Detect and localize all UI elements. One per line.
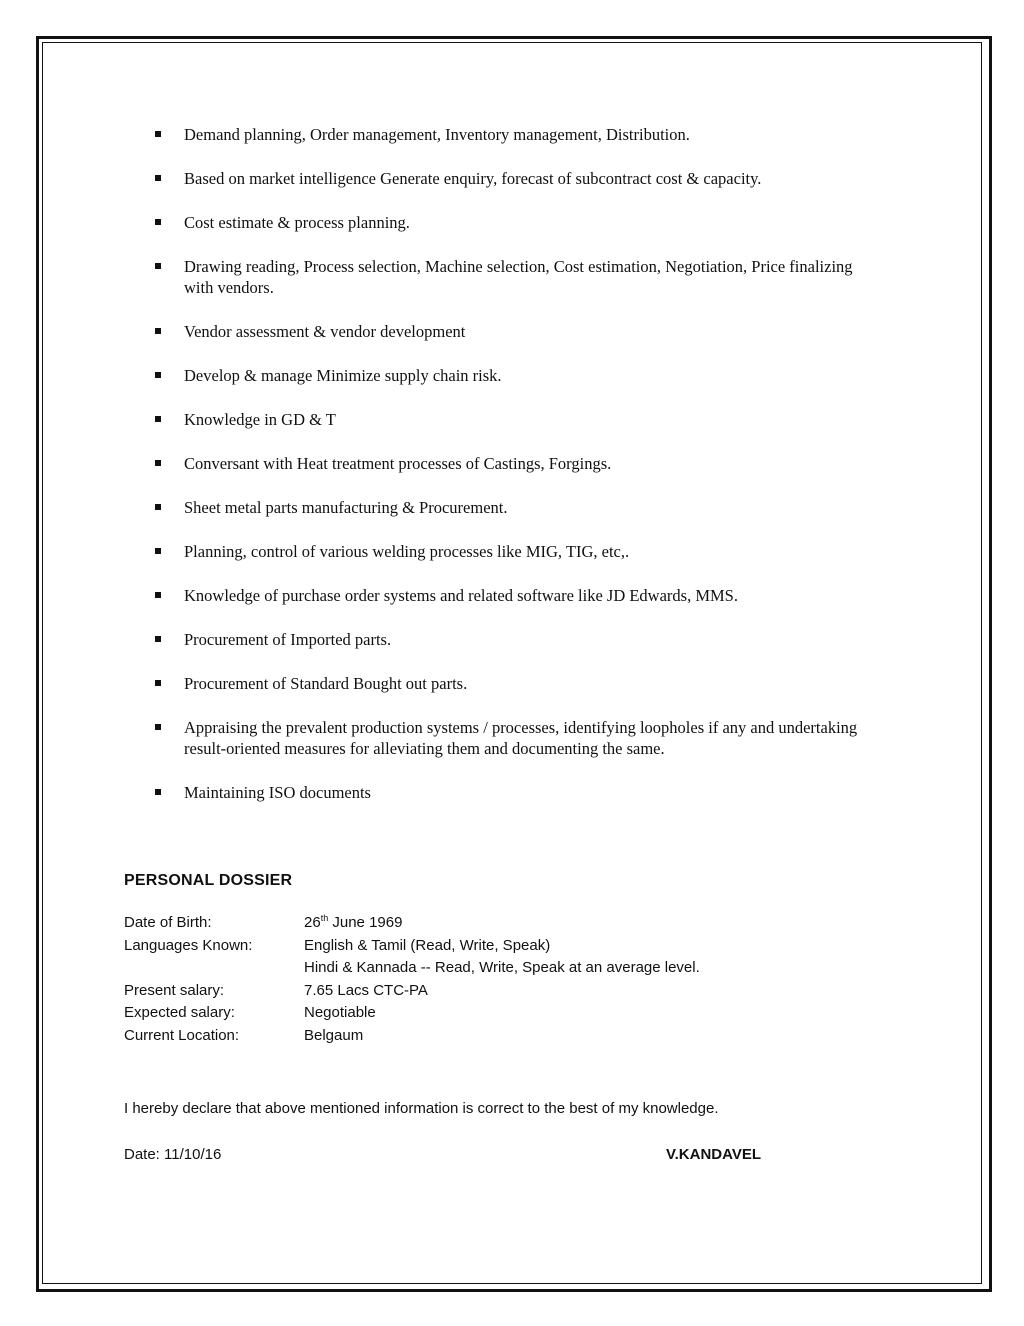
expected-salary-label: Expected salary: [124,1004,235,1021]
skill-item: Demand planning, Order management, Inventory management, Distribution. [152,124,872,145]
dossier-heading: PERSONAL DOSSIER [124,872,293,889]
square-bullet-icon [155,592,161,598]
skill-item: Drawing reading, Process selection, Machine selection, Cost estimation, Negotiation, Price finalizing with vendors. [152,256,872,298]
skill-item: Procurement of Standard Bought out parts. [152,673,872,694]
skill-item: Sheet metal parts manufacturing & Procurement. [152,497,872,518]
skill-item: Vendor assessment & vendor development [152,321,872,342]
dob-row [124,912,844,935]
skill-item: Cost estimate & process planning. [152,212,872,233]
signature-name: V.KANDAVEL [666,1146,762,1163]
dob-value: 26th June 1969 [304,913,403,931]
present-salary-row [124,980,844,1003]
location-value: Belgaum [304,1026,364,1044]
square-bullet-icon [155,131,161,137]
present-salary-value: 7.65 Lacs CTC-PA [304,981,428,999]
square-bullet-icon [155,548,161,554]
expected-salary-value: Negotiable [304,1004,376,1021]
declaration-text: I hereby declare that above mentioned information is correct to the best of my knowledge. [124,1100,719,1117]
skill-item: Knowledge of purchase order systems and related software like JD Edwards, MMS. [152,585,872,606]
skill-item: Develop & manage Minimize supply chain risk. [152,365,872,386]
expected-salary-row [124,1002,844,1025]
languages-row [124,935,844,958]
square-bullet-icon [155,175,161,181]
square-bullet-icon [155,789,161,795]
square-bullet-icon [155,680,161,686]
square-bullet-icon [155,724,161,730]
skill-item: Planning, control of various welding processes like MIG, TIG, etc,. [152,541,872,562]
square-bullet-icon [155,219,161,225]
present-salary-label: Present salary: [124,981,225,999]
location-label: Current Location: [124,1026,240,1044]
square-bullet-icon [155,372,161,378]
date-text: Date: 11/10/16 [124,1146,222,1163]
square-bullet-icon [155,328,161,334]
square-bullet-icon [155,504,161,510]
dob-label: Date of Birth: [124,914,212,931]
skill-item: Based on market intelligence Generate enquiry, forecast of subcontract cost & capacity. [152,168,872,189]
languages-label: Languages Known: [124,936,253,954]
languages-value-2: Hindi & Kannada -- Read, Write, Speak at an average level. [304,959,700,976]
skill-item: Maintaining ISO documents [152,782,872,803]
location-row [124,1025,844,1048]
languages-value-1: English & Tamil (Read, Write, Speak) [304,936,551,954]
square-bullet-icon [155,460,161,466]
skill-item: Conversant with Heat treatment processes of Castings, Forgings. [152,453,872,474]
square-bullet-icon [155,636,161,642]
personal-dossier [124,872,844,1047]
skill-item: Procurement of Imported parts. [152,629,872,650]
skills-list [152,124,872,826]
languages-row-2 [124,957,844,980]
square-bullet-icon [155,416,161,422]
skill-item: Knowledge in GD & T [152,409,872,430]
skill-item: Appraising the prevalent production systems / processes, identifying loopholes if any and undertaking result-oriented measures for alleviating them and documenting the same. [152,717,872,759]
square-bullet-icon [155,263,161,269]
